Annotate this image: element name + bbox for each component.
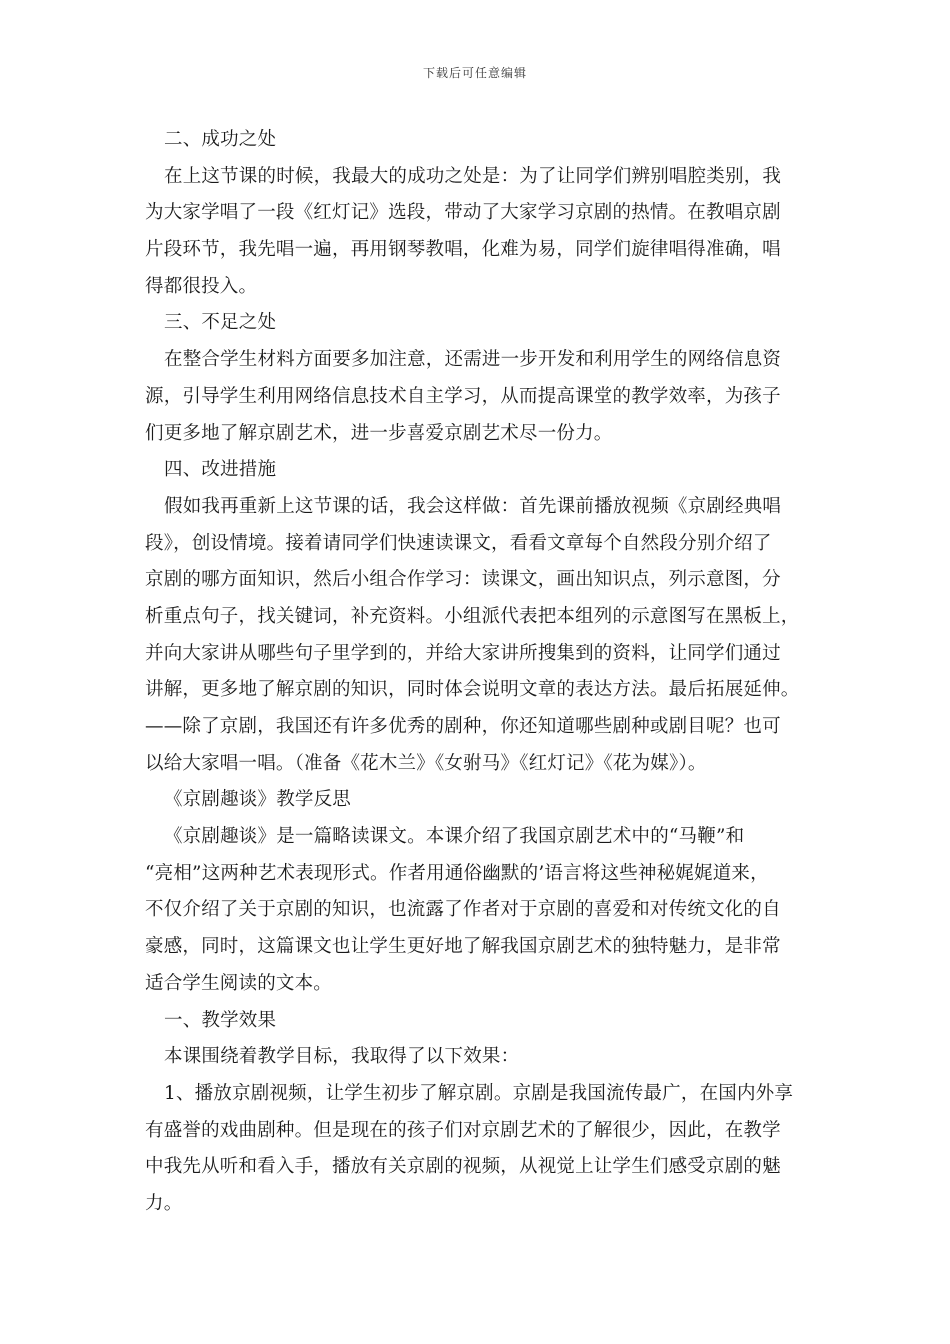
page-header: 下载后可任意编辑 [422, 66, 527, 80]
text-line: 《京剧趣谈》是一篇略读课文。本课介绍了我国京剧艺术中的“马鞭”和 [164, 826, 745, 848]
text-line: 为大家学唱了一段《红灯记》选段，带动了大家学习京剧的热情。在教唱京剧 [145, 202, 781, 224]
text-line: “亮相”这两种艺术表现形式。作者用通俗幽默的’语言将这些神秘娓娓道来， [145, 862, 769, 884]
text-line: 并向大家讲从哪些句子里学到的，并给大家讲所搜集到的资料，让同学们通过 [145, 642, 781, 664]
text-line: 不仅介绍了关于京剧的知识，也流露了作者对于京剧的喜爱和对传统文化的自 [145, 899, 781, 921]
text-line: 在整合学生材料方面要多加注意，还需进一步开发和利用学生的网络信息资 [164, 349, 782, 371]
text-line: 在上这节课的时候，我最大的成功之处是：为了让同学们辨别唱腔类别，我 [164, 165, 782, 187]
text-line: 豪感，同时，这篇课文也让学生更好地了解我国京剧艺术的独特魅力，是非常 [145, 936, 781, 958]
text-line: 假如我再重新上这节课的话，我会这样做：首先课前播放视频《京剧经典唱 [164, 495, 782, 517]
text-line: 1、播放京剧视频，让学生初步了解京剧。京剧是我国流传最广，在国内外享 [164, 1082, 794, 1104]
text-line: 段》，创设情境。接着请同学们快速读课文，看看文章每个自然段分别介绍了 [145, 532, 772, 554]
text-line: ——除了京剧，我国还有许多优秀的剧种，你还知道哪些剧种或剧目呢？也可 [145, 716, 781, 737]
text-line: 以给大家唱一唱。（准备《花木兰》《女驸马》《红灯记》《花为媒》）。 [145, 752, 707, 774]
text-line: 本课围绕着教学目标，我取得了以下效果： [164, 1046, 520, 1068]
text-line: 一、教学效果 [164, 1009, 277, 1031]
text-line: 《京剧趣谈》教学反思 [164, 789, 352, 811]
text-line: 二、成功之处 [164, 129, 277, 150]
text-line: 三、不足之处 [164, 312, 277, 334]
text-line: 有盛誉的戏曲剧种。但是现在的孩子们对京剧艺术的了解很少，因此，在教学 [145, 1119, 781, 1141]
text-line: 得都很投入。 [145, 275, 258, 297]
text-line: 讲解，更多地了解京剧的知识，同时体会说明文章的表达方法。最后拓展延伸。 [145, 679, 800, 701]
document-body [145, 122, 825, 1223]
text-line: 们更多地了解京剧艺术，进一步喜爱京剧艺术尽一份力。 [145, 422, 613, 444]
text-line: 力。 [145, 1192, 183, 1214]
text-line: 源，引导学生利用网络信息技术自主学习，从而提高课堂的教学效率，为孩子 [145, 385, 781, 407]
text-line: 析重点句子，找关键词，补充资料。小组派代表把本组列的示意图写在黑板上， [145, 605, 800, 627]
text-line: 片段环节，我先唱一遍，再用钢琴教唱，化难为易，同学们旋律唱得准确，唱 [145, 239, 781, 261]
text-line: 中我先从听和看入手，播放有关京剧的视频，从视觉上让学生们感受京剧的魅 [145, 1156, 781, 1178]
text-line: 京剧的哪方面知识，然后小组合作学习：读课文，画出知识点，列示意图，分 [145, 569, 781, 591]
text-line: 适合学生阅读的文本。 [145, 972, 333, 994]
text-line: 四、改进措施 [164, 459, 277, 481]
